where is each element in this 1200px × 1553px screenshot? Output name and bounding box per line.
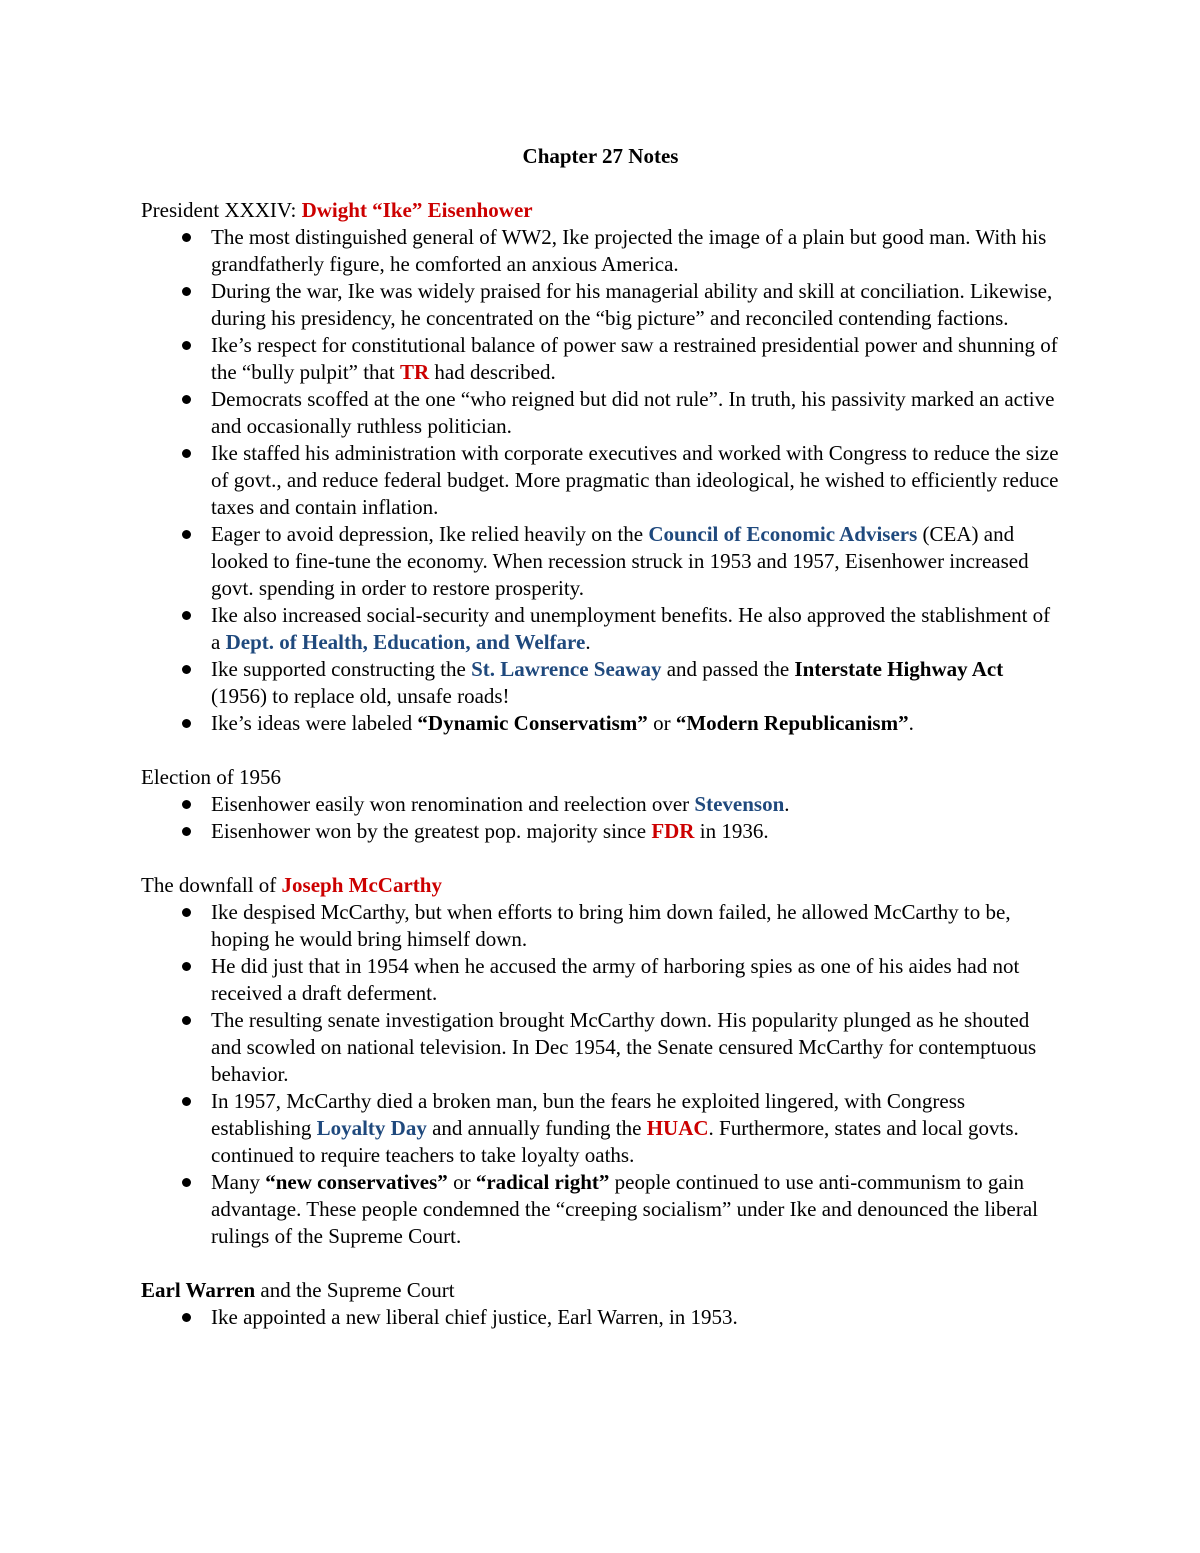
text-run: in 1936. [694,819,769,843]
bullet-list [141,224,1060,737]
highlighted-term: “Dynamic Conservatism” [417,711,648,735]
bullet-icon [182,827,191,836]
text-run: or [447,1170,476,1194]
list-item [211,710,1060,737]
list-item [211,602,1060,656]
bullet-list [141,1304,1060,1331]
text-run: He did just that in 1954 when he accused the army of harboring spies as one of his aides had not received a draft deferment. [211,954,1020,1005]
text-run: . [784,792,790,816]
section-heading [141,1277,1060,1304]
section-heading [141,764,1060,791]
highlighted-term: Council of Economic Advisers [648,522,918,546]
list-item [211,791,1060,818]
text-run: and the Supreme Court [255,1278,455,1302]
list-item [211,332,1060,386]
notes-section [141,764,1060,845]
notes-body [141,197,1060,1331]
highlighted-term: “Modern Republicanism” [675,711,909,735]
list-item [211,224,1060,278]
list-item [211,1304,1060,1331]
list-item [211,440,1060,521]
bullet-icon [182,665,191,674]
bullet-icon [182,611,191,620]
text-run: people continued to use anti-communism to gain advantage. These people condemned the “creeping socialism” under Ike and denounced the liberal rulings of the Supreme Court. [211,1170,1039,1248]
text-run: Ike staffed his administration with corporate executives and worked with Congress to reduce the size of govt., and reduce federal budget. More pragmatic than ideological, he wished to efficiently reduce taxes and contain inflation. [211,441,1059,519]
highlighted-term: Loyalty Day [316,1116,427,1140]
text-run: Ike supported constructing the [211,657,472,681]
highlighted-term: “new conservatives” [265,1170,448,1194]
text-run: During the war, Ike was widely praised for his managerial ability and skill at conciliation. Likewise, during his presidency, he concentrated on the “big picture” and reconciled contending factions. [211,279,1053,330]
bullet-icon [182,233,191,242]
bullet-list [141,899,1060,1250]
text-run: Ike despised McCarthy, but when efforts to bring him down failed, he allowed McCarthy to be, hoping he would bring himself down. [211,900,1011,951]
list-item [211,278,1060,332]
text-run: (CEA) and looked to fine-tune the economy. When recession struck in 1953 and 1957, Eisenhower increased govt. spending in order to restore prosperity. [211,522,1029,600]
text-run: Democrats scoffed at the one “who reigned but did not rule”. In truth, his passivity marked an active and occasionally ruthless politician. [211,387,1055,438]
bullet-icon [182,287,191,296]
text-run: Ike appointed a new liberal chief justice, Earl Warren, in 1953. [211,1305,738,1329]
text-run: Ike’s respect for constitutional balance of power saw a restrained presidential power and shunning of the “bully pulpit” that [211,333,1058,384]
bullet-icon [182,530,191,539]
text-run: Ike also increased social-security and unemployment benefits. He also approved the stablishment of a [211,603,1051,654]
bullet-icon [182,962,191,971]
highlighted-term: Dwight “Ike” Eisenhower [301,198,533,222]
list-item [211,386,1060,440]
text-run: . [908,711,914,735]
text-run: President XXXIV: [141,198,302,222]
notes-section [141,872,1060,1250]
list-item [211,818,1060,845]
list-item [211,521,1060,602]
text-run: and annually funding the [426,1116,647,1140]
text-run: The downfall of [141,873,282,897]
text-run: Eager to avoid depression, Ike relied heavily on the [211,522,649,546]
notes-section [141,1277,1060,1331]
highlighted-term: TR [399,360,430,384]
bullet-list [141,791,1060,845]
text-run: had described. [429,360,556,384]
text-run: Election of 1956 [141,765,281,789]
section-heading [141,872,1060,899]
bullet-icon [182,395,191,404]
highlighted-term: St. Lawrence Seaway [471,657,662,681]
highlighted-term: HUAC [646,1116,709,1140]
highlighted-term: “radical right” [475,1170,610,1194]
highlighted-term: Joseph McCarthy [281,873,442,897]
section-heading [141,197,1060,224]
bullet-icon [182,1097,191,1106]
list-item [211,953,1060,1007]
bullet-icon [182,800,191,809]
text-run: Eisenhower easily won renomination and reelection over [211,792,695,816]
text-run: . [585,630,591,654]
text-run: Ike’s ideas were labeled [211,711,418,735]
bullet-icon [182,449,191,458]
text-run: (1956) to replace old, unsafe roads! [211,684,510,708]
notes-section [141,197,1060,737]
text-run: Many [211,1170,266,1194]
bullet-icon [182,1178,191,1187]
text-run: In 1957, McCarthy died a broken man, bun the fears he exploited lingered, with Congress establishing [211,1089,966,1140]
highlighted-term: Interstate Highway Act [794,657,1004,681]
highlighted-term: Earl Warren [141,1278,256,1302]
highlighted-term: Dept. of Health, Education, and Welfare [225,630,586,654]
list-item [211,1088,1060,1169]
list-item [211,1169,1060,1250]
text-run: or [647,711,676,735]
highlighted-term: Stevenson [694,792,785,816]
list-item [211,899,1060,953]
list-item [211,656,1060,710]
text-run: . Furthermore, states and local govts. continued to require teachers to take loyalty oaths. [211,1116,1019,1167]
bullet-icon [182,719,191,728]
bullet-icon [182,908,191,917]
highlighted-term: FDR [651,819,695,843]
bullet-icon [182,341,191,350]
text-run: and passed the [661,657,795,681]
text-run: The most distinguished general of WW2, Ike projected the image of a plain but good man. With his grandfatherly figure, he comforted an anxious America. [211,225,1047,276]
text-run: The resulting senate investigation brought McCarthy down. His popularity plunged as he shouted and scowled on national television. In Dec 1954, the Senate censured McCarthy for contemptuous behavior. [211,1008,1037,1086]
text-run: Eisenhower won by the greatest pop. majority since [211,819,652,843]
bullet-icon [182,1313,191,1322]
bullet-icon [182,1016,191,1025]
list-item [211,1007,1060,1088]
page-title: Chapter 27 Notes [522,144,679,168]
